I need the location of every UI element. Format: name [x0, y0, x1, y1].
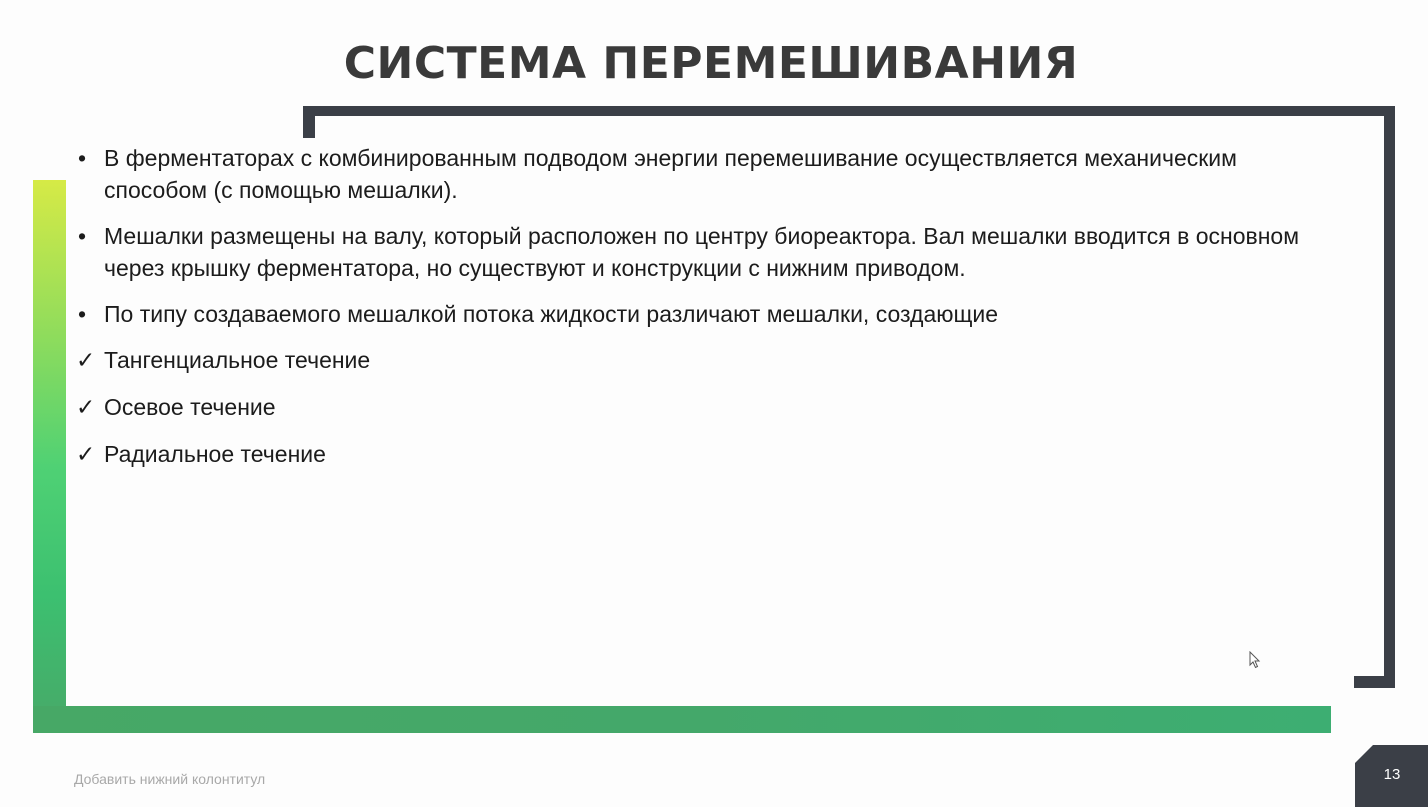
- mouse-cursor-icon: [1249, 651, 1261, 669]
- bullet-text: По типу создаваемого мешалкой потока жидкости различают мешалки, создающие: [104, 301, 999, 327]
- check-item: [76, 391, 1336, 423]
- bullet-item: [76, 220, 1336, 284]
- footer-placeholder[interactable]: Добавить нижний колонтитул: [74, 771, 266, 787]
- bullet-text: Мешалки размещены на валу, который расположен по центру биореактора. Вал мешалки вводится в основном через крышку ферментатора, но существуют и конструкции с нижним приводом.: [104, 223, 1300, 281]
- frame-right-bar: [1384, 106, 1395, 688]
- bullet-text: В ферментаторах с комбинированным подводом энергии перемешивание осуществляется механическим способом (с помощью мешалки).: [104, 145, 1237, 203]
- slide-content: [76, 142, 1336, 485]
- bullet-item: [76, 298, 1336, 330]
- checkmark-icon: ✓: [76, 394, 96, 420]
- check-text: Осевое течение: [104, 394, 276, 420]
- bullet-item: [76, 142, 1336, 206]
- check-item: [76, 344, 1336, 376]
- slide-title: СИСТЕМА ПЕРЕМЕШИВАНИЯ: [343, 38, 1079, 89]
- frame-top-tick: [303, 106, 315, 138]
- check-text: Тангенциальное течение: [104, 347, 371, 373]
- checkmark-icon: ✓: [76, 441, 96, 467]
- check-text: Радиальное течение: [104, 441, 326, 467]
- frame-right-foot: [1354, 676, 1395, 688]
- frame-bottom-bar: [33, 706, 1331, 733]
- bullet-marker: •: [78, 145, 87, 171]
- bullet-marker: •: [78, 223, 87, 249]
- bullet-marker: •: [78, 301, 87, 327]
- check-item: [76, 438, 1336, 470]
- page-number: 13: [1383, 766, 1401, 783]
- frame-top-bar: [303, 106, 1395, 116]
- checkmark-icon: ✓: [76, 347, 96, 373]
- frame-left-gradient-bar: [33, 180, 66, 733]
